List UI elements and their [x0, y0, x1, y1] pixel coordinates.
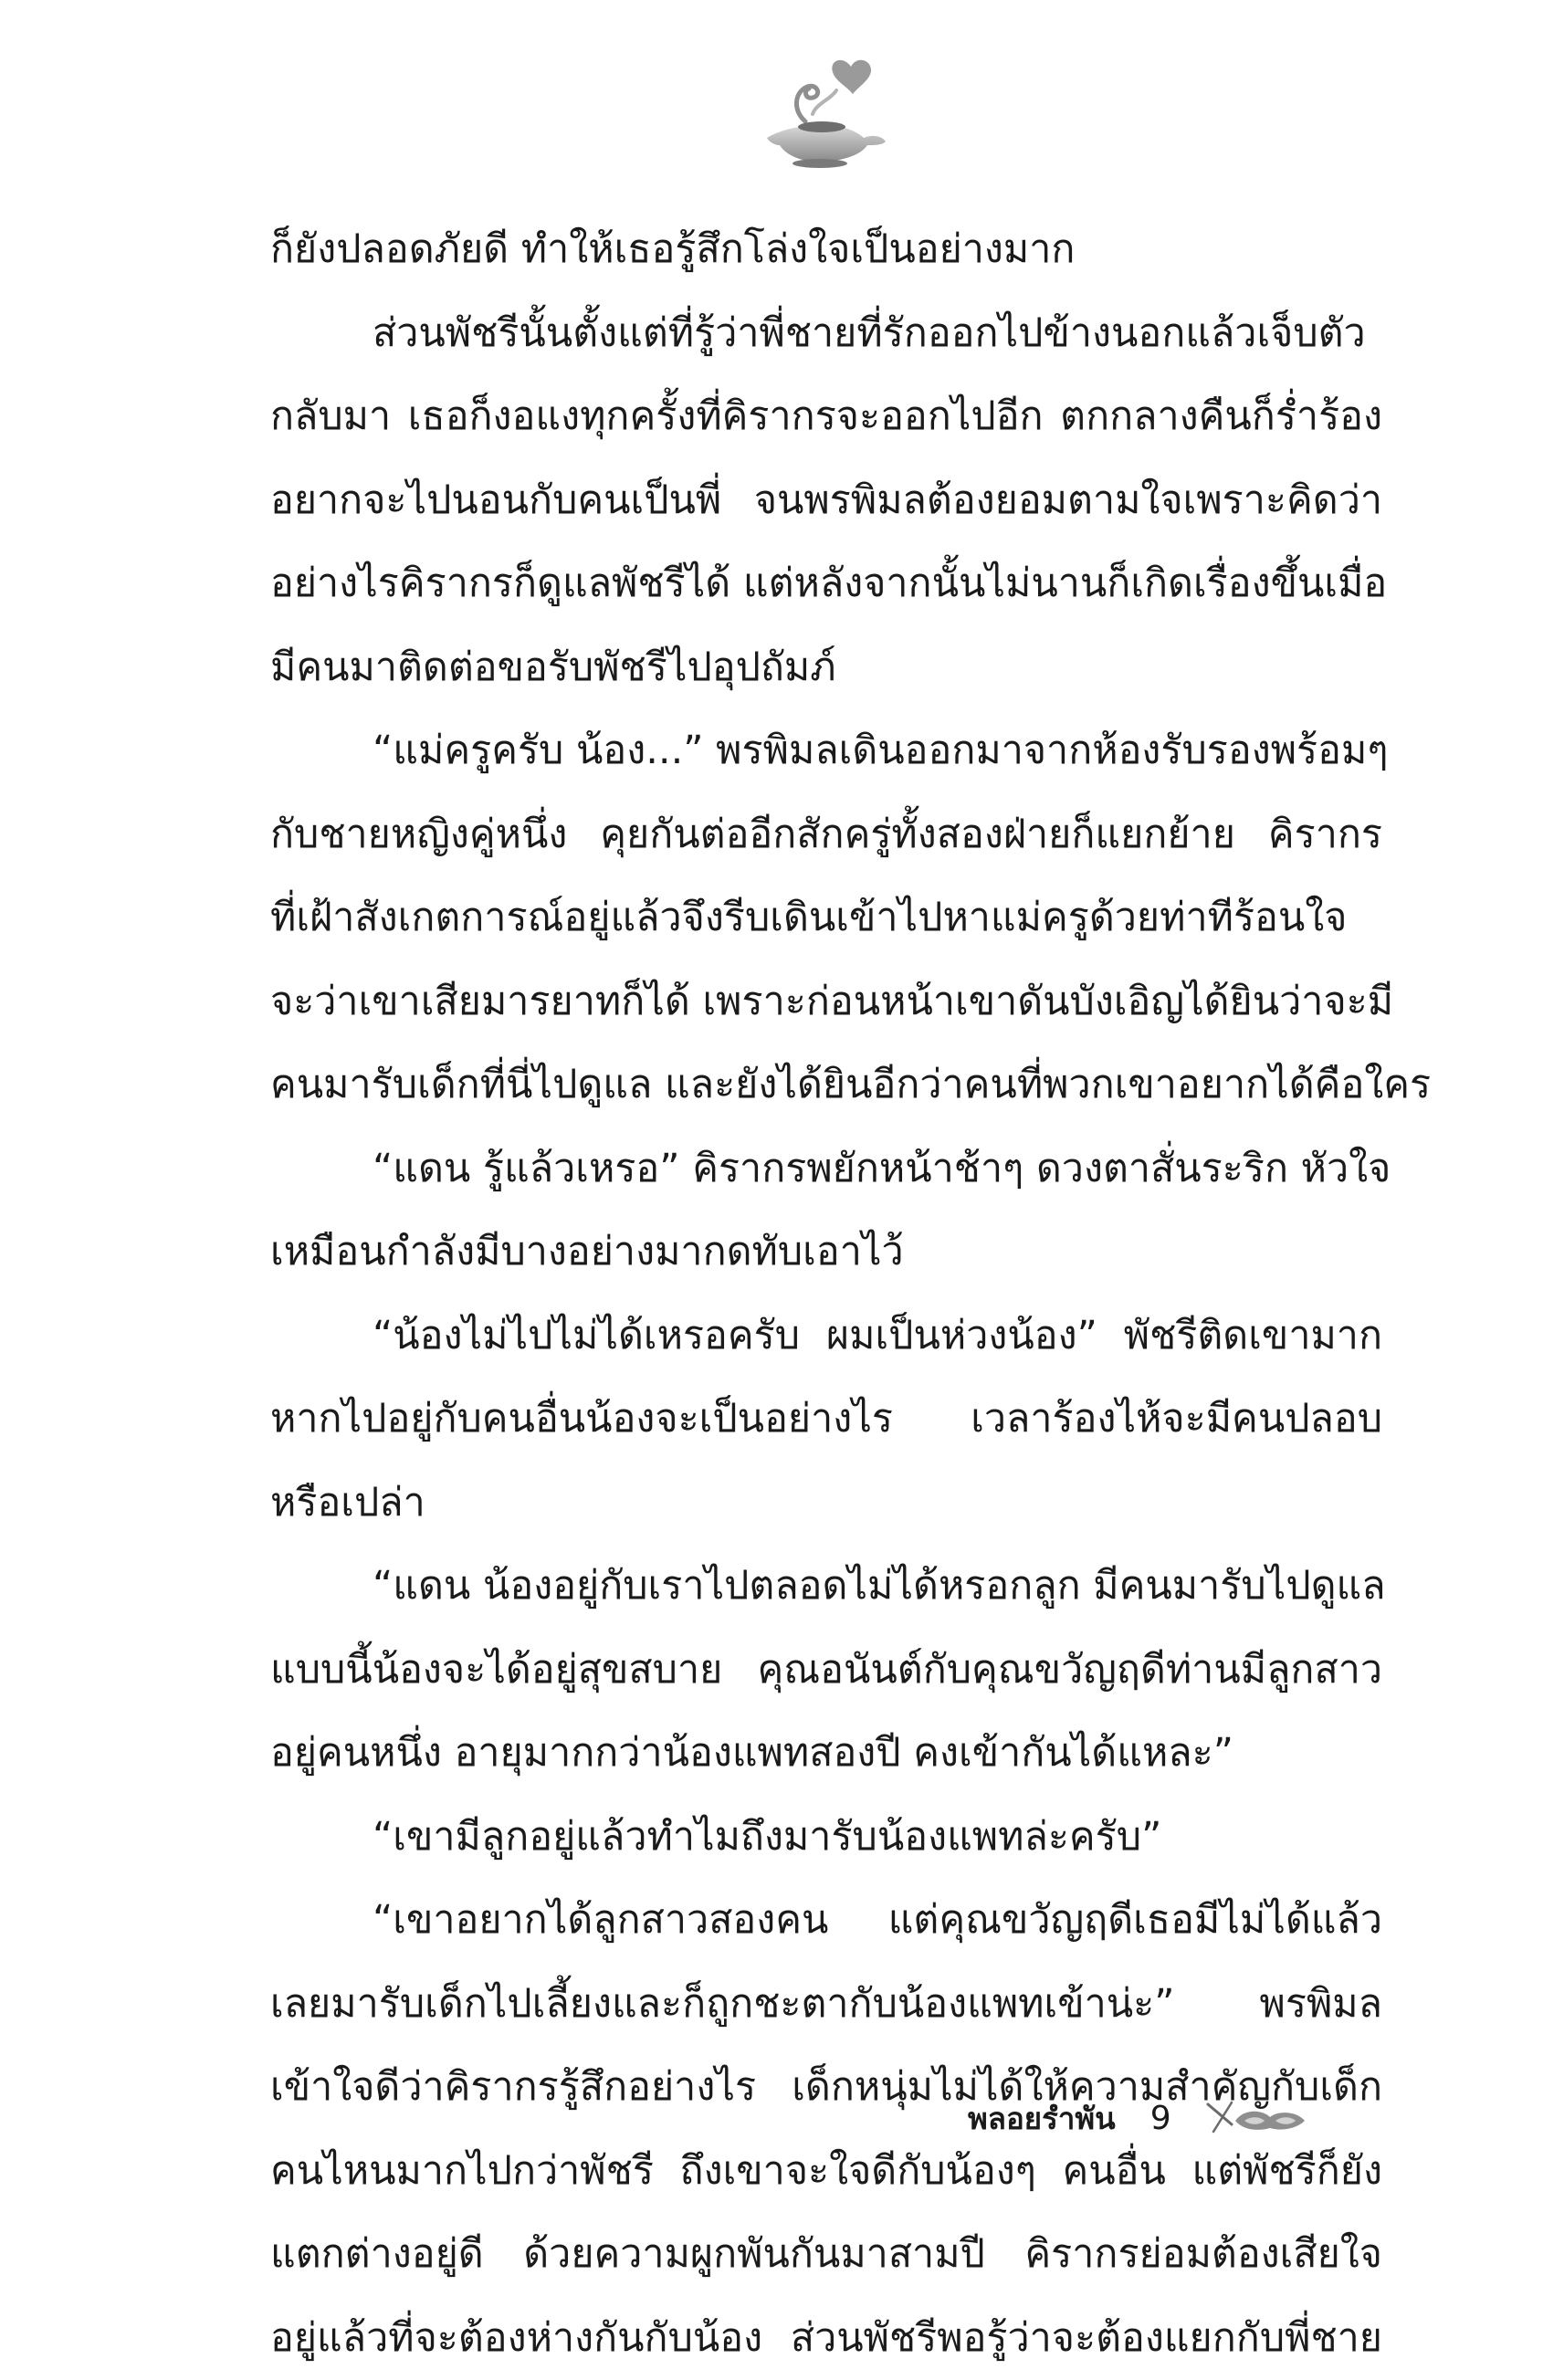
text-line: ก็ยังปลอดภัยดี ทำให้เธอรู้สึกโล่งใจเป็นอย่างมาก	[270, 208, 1382, 292]
text-line: คนไหนมากไปกว่าพัชรี ถึงเขาจะใจดีกับน้องๆ คนอื่น แต่พัชรีก็ยัง	[270, 2130, 1382, 2214]
text-line: อย่างไรคิรากรก็ดูแลพัชรีได้ แต่หลังจากนั้นไม่นานก็เกิดเรื่องขึ้นเมื่อ	[270, 542, 1382, 626]
text-line: ส่วนพัชรีนั้นตั้งแต่ที่รู้ว่าพี่ชายที่รักออกไปข้างนอกแล้วเจ็บตัว	[270, 292, 1382, 376]
text-line: “แดน รู้แล้วเหรอ” คิรากรพยักหน้าช้าๆ ดวงตาสั่นระริก หัวใจ	[270, 1127, 1382, 1211]
text-line: “แดน น้องอยู่กับเราไปตลอดไม่ได้หรอกลูก มีคนมารับไปดูแล	[270, 1545, 1382, 1629]
text-line: มีคนมาติดต่อขอรับพัชรีไปอุปถัมภ์	[270, 626, 1382, 710]
text-line: แตกต่างอยู่ดี ด้วยความผูกพันกันมาสามปี คิรากรย่อมต้องเสียใจ	[270, 2213, 1382, 2297]
book-title: พลอยรำพัน	[968, 2094, 1116, 2143]
page-number: 9	[1150, 2100, 1171, 2137]
text-line: เหมือนกำลังมีบางอย่างมากดทับเอาไว้	[270, 1211, 1382, 1295]
page-footer	[968, 2091, 1309, 2145]
decorative-flourish-icon	[1204, 2097, 1309, 2139]
text-line: เข้าใจดีว่าคิรากรรู้สึกอย่างไร เด็กหนุ่มไม่ได้ให้ความสำคัญกับเด็ก	[270, 2046, 1382, 2130]
text-line: กลับมา เธอก็งอแงทุกครั้งที่คิรากรจะออกไปอีก ตกกลางคืนก็ร่ำร้อง	[270, 375, 1382, 459]
body-text	[270, 208, 1382, 2380]
text-line: “เขามีลูกอยู่แล้วทำไมถึงมารับน้องแพทล่ะครับ”	[270, 1796, 1382, 1880]
text-line: อยากจะไปนอนกับคนเป็นพี่ จนพรพิมลต้องยอมตามใจเพราะคิดว่า	[270, 459, 1382, 543]
text-line: หากไปอยู่กับคนอื่นน้องจะเป็นอย่างไร เวลาร้องไห้จะมีคนปลอบ	[270, 1378, 1382, 1462]
text-line: เลยมารับเด็กไปเลี้ยงและก็ถูกชะตากับน้องแพทเข้าน่ะ” พรพิมล	[270, 1963, 1382, 2047]
text-line: คนมารับเด็กที่นี่ไปดูแล และยังได้ยินอีกว่าคนที่พวกเขาอยากได้คือใคร	[270, 1043, 1382, 1127]
text-line: กับชายหญิงคู่หนึ่ง คุยกันต่ออีกสักครู่ทั้งสองฝ่ายก็แยกย้าย คิรากร	[270, 793, 1382, 877]
text-line: “น้องไม่ไปไม่ได้เหรอครับ ผมเป็นห่วงน้อง” พัชรีติดเขามาก	[270, 1295, 1382, 1379]
genie-lamp-icon	[749, 50, 895, 169]
text-line: อยู่คนหนึ่ง อายุมากกว่าน้องแพทสองปี คงเข้ากันได้แหละ”	[270, 1712, 1382, 1796]
text-line: “เขาอยากได้ลูกสาวสองคน แต่คุณขวัญฤดีเธอมีไม่ได้แล้ว	[270, 1879, 1382, 1963]
text-line: จะว่าเขาเสียมารยาทก็ได้ เพราะก่อนหน้าเขาดันบังเอิญได้ยินว่าจะมี	[270, 960, 1382, 1044]
text-line: “แม่ครูครับ น้อง...” พรพิมลเดินออกมาจากห้องรับรองพร้อมๆ	[270, 709, 1382, 793]
text-line: ที่เฝ้าสังเกตการณ์อยู่แล้วจึงรีบเดินเข้าไปหาแม่ครูด้วยท่าทีร้อนใจ	[270, 876, 1382, 960]
text-line: อยู่แล้วที่จะต้องห่างกันกับน้อง ส่วนพัชรีพอรู้ว่าจะต้องแยกกับพี่ชาย	[270, 2297, 1382, 2380]
text-line: หรือเปล่า	[270, 1462, 1382, 1546]
text-line: แบบนี้น้องจะได้อยู่สุขสบาย คุณอนันต์กับคุณขวัญฤดีท่านมีลูกสาว	[270, 1629, 1382, 1713]
